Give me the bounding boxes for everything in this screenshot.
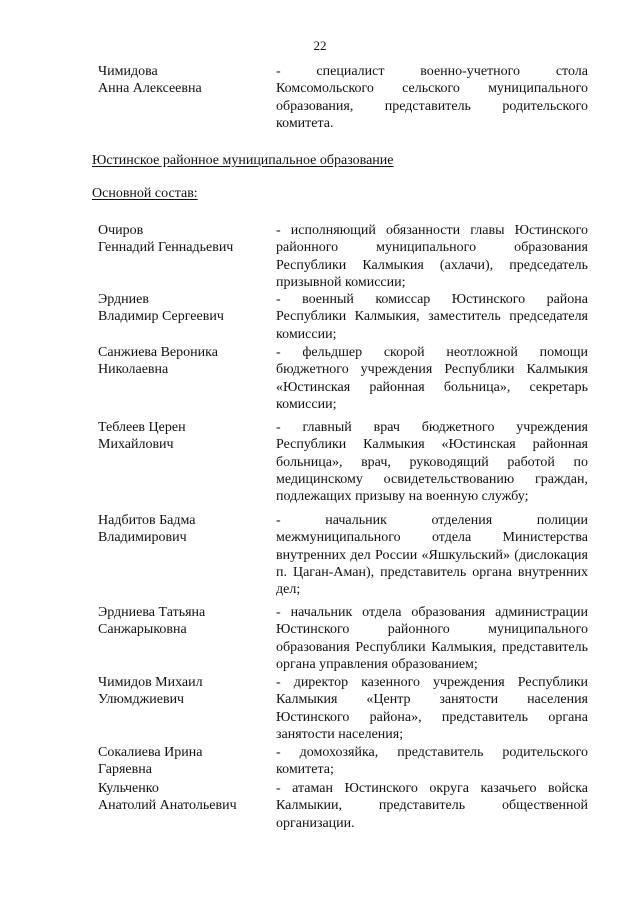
member-name: Чимидова Анна Алексеевна	[98, 64, 202, 97]
member-role: - главный врач бюджетного учреждения Республики Калмыкия «Юстинская районная больница», врач, руководящий работой по медицинскому освидетельствованию граждан, подлежащих призыву на военную службу;	[276, 420, 588, 505]
member-role: - директор казенного учреждения Республики Калмыкия «Центр занятости населения Юстинского района», представитель органа занятости населения;	[276, 675, 588, 742]
member-role: - специалист военно-учетного стола Комсомольского сельского муниципального образования, представитель родительского комитета.	[276, 64, 588, 131]
member-role: - фельдшер скорой неотложной помощи бюджетного учреждения Республики Калмыкия «Юстинская районная больница», секретарь комиссии;	[276, 345, 588, 412]
member-name: Чимидов Михаил Улюмджиевич	[98, 675, 203, 708]
section-title: Юстинское районное муниципальное образование	[92, 153, 394, 168]
member-role: - начальник отделения полиции межмуниципального отдела Министерства внутренних дел России «Яшкульский» (дислокация п. Цаган-Аман), представитель органа внутренних дел;	[276, 513, 588, 598]
member-name: Санжиева Вероника Николаевна	[98, 345, 218, 378]
member-role: - домохозяйка, представитель родительского комитета;	[276, 745, 588, 778]
member-role: - атаман Юстинского округа казачьего войска Калмыкии, представитель общественной организации.	[276, 781, 588, 831]
member-name: Теблеев Церен Михайлович	[98, 420, 186, 453]
member-name: Очиров Геннадий Геннадьевич	[98, 223, 234, 256]
member-name: Эрдниев Владимир Сергеевич	[98, 292, 224, 325]
member-name: Эрдниева Татьяна Санжарыковна	[98, 605, 206, 638]
member-role: - исполняющий обязанности главы Юстинского районного муниципального образования Республики Калмыкия (ахлачи), председатель призывной комиссии;	[276, 223, 588, 290]
member-role: - начальник отдела образования администрации Юстинского районного муниципального образования Республики Калмыкия, представитель органа управления образованием;	[276, 605, 588, 672]
member-name: Надбитов Бадма Владимирович	[98, 513, 196, 546]
member-role: - военный комиссар Юстинского района Республики Калмыкия, заместитель председателя комиссии;	[276, 292, 588, 342]
member-name: Кульченко Анатолий Анатольевич	[98, 781, 237, 814]
member-name: Сокалиева Ирина Гаряевна	[98, 745, 203, 778]
page-number: 22	[313, 38, 327, 53]
section-subtitle: Основной состав:	[92, 186, 198, 201]
